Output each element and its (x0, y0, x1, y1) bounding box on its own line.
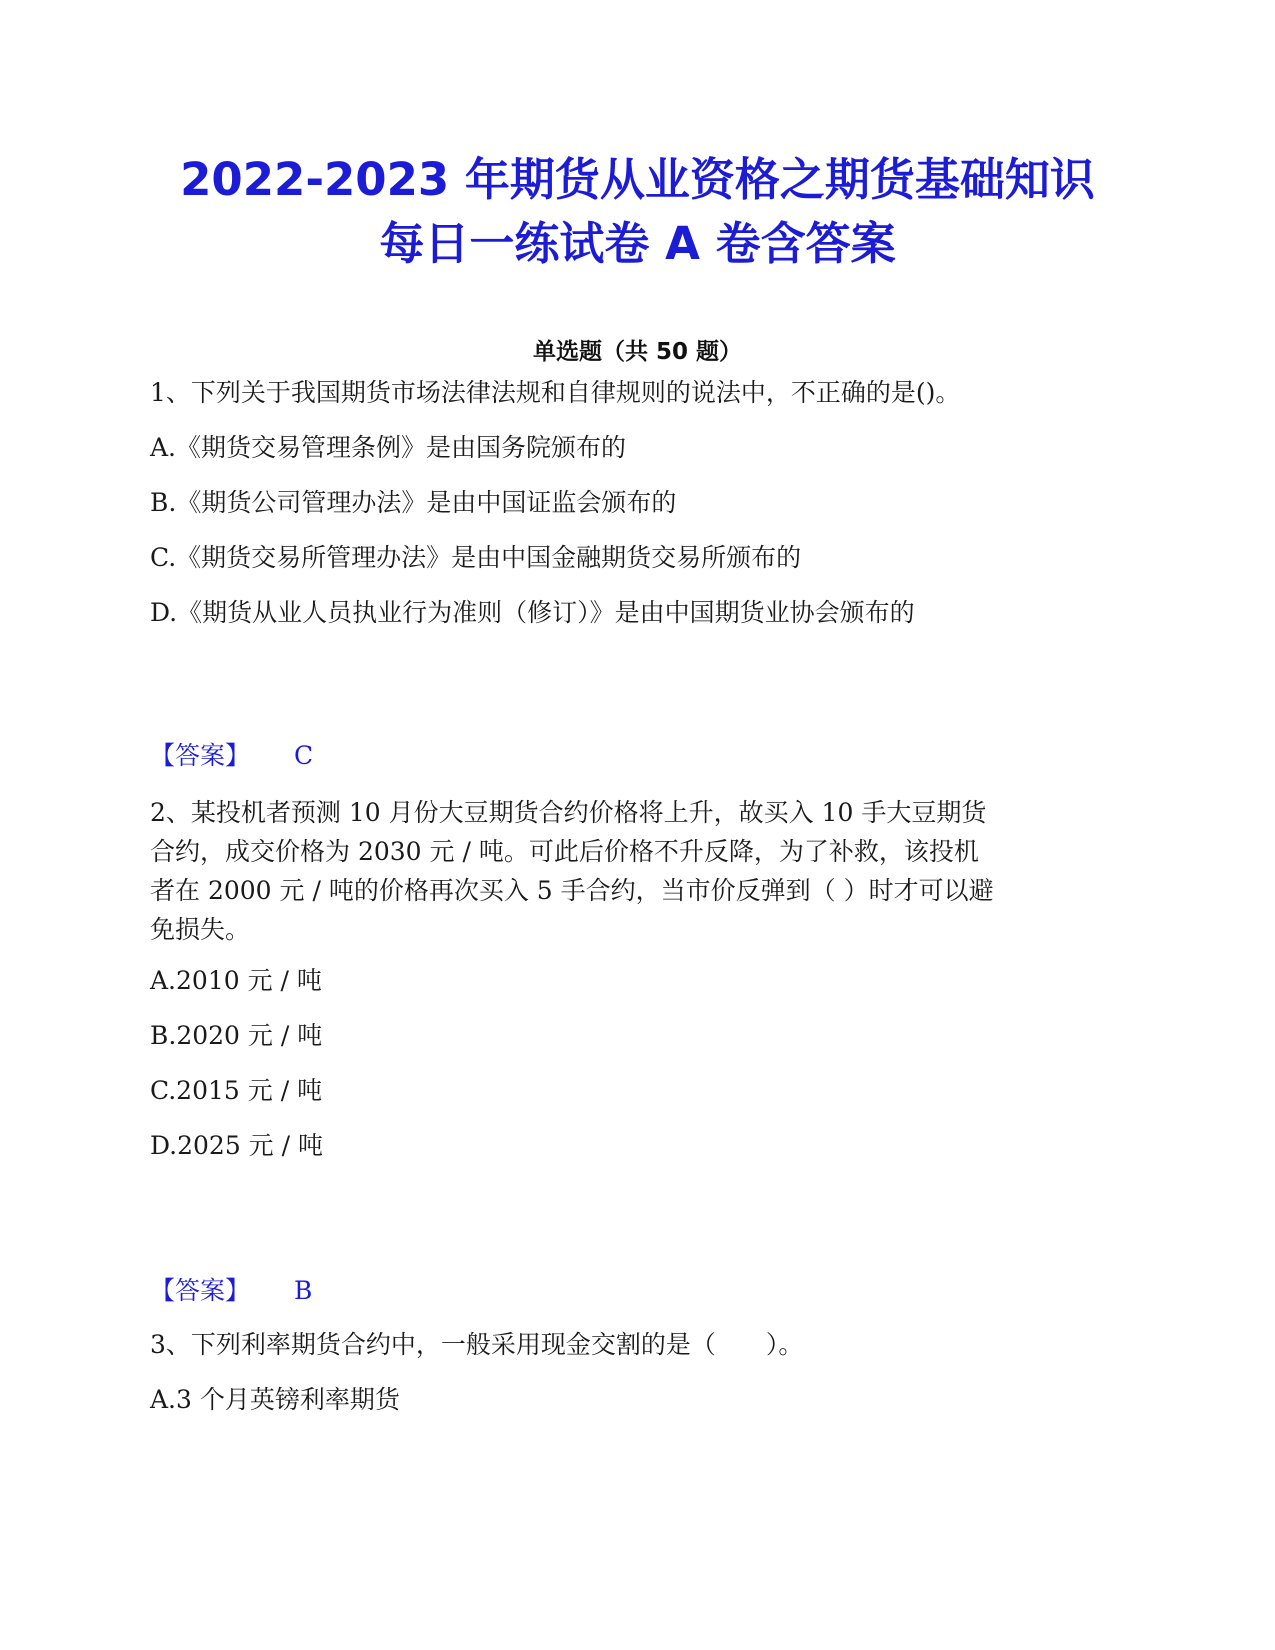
question-1-option-a: A.《期货交易管理条例》是由国务院颁布的 (150, 433, 627, 462)
question-2-answer (150, 1276, 312, 1306)
question-1-stem: 1、下列关于我国期货市场法律法规和自律规则的说法中，不正确的是()。 (150, 378, 961, 407)
question-1-option-b: B.《期货公司管理办法》是由中国证监会颁布的 (150, 488, 677, 517)
answer-value: C (294, 741, 314, 770)
answer-value: B (294, 1276, 313, 1305)
question-2-stem-line: 免损失。 (150, 915, 251, 944)
question-3-stem: 3、下列利率期货合约中，一般采用现金交割的是（ ）。 (150, 1330, 804, 1359)
question-2-option-a: A.2010 元 / 吨 (150, 966, 322, 995)
title-line-2: 每日一练试卷 A 卷含答案 (379, 217, 896, 270)
question-2-option-b: B.2020 元 / 吨 (150, 1021, 323, 1050)
question-2-option-c: C.2015 元 / 吨 (150, 1076, 323, 1105)
answer-label: 【答案】 (150, 1276, 251, 1305)
question-2-stem-line: 合约，成交价格为 2030 元 / 吨。可此后价格不升反降，为了补救，该投机 (150, 837, 979, 866)
answer-label: 【答案】 (150, 741, 251, 770)
question-2-stem-line: 2、某投机者预测 10 月份大豆期货合约价格将上升，故买入 10 手大豆期货 (150, 798, 987, 827)
document-title (100, 148, 1175, 276)
question-2-option-d: D.2025 元 / 吨 (150, 1131, 323, 1160)
question-1-option-c: C.《期货交易所管理办法》是由中国金融期货交易所颁布的 (150, 543, 802, 572)
question-3-option-a: A.3 个月英镑利率期货 (150, 1385, 400, 1414)
question-1-option-d: D.《期货从业人员执业行为准则（修订）》是由中国期货业协会颁布的 (150, 598, 915, 627)
section-heading: 单选题（共 50 题） (532, 339, 743, 365)
question-1-answer (150, 741, 313, 771)
title-line-1: 2022-2023 年期货从业资格之期货基础知识 (180, 153, 1095, 206)
question-2-stem-line: 者在 2000 元 / 吨的价格再次买入 5 手合约，当市价反弹到（ ）时才可以避 (150, 876, 994, 905)
question-2-stem (150, 793, 1110, 949)
